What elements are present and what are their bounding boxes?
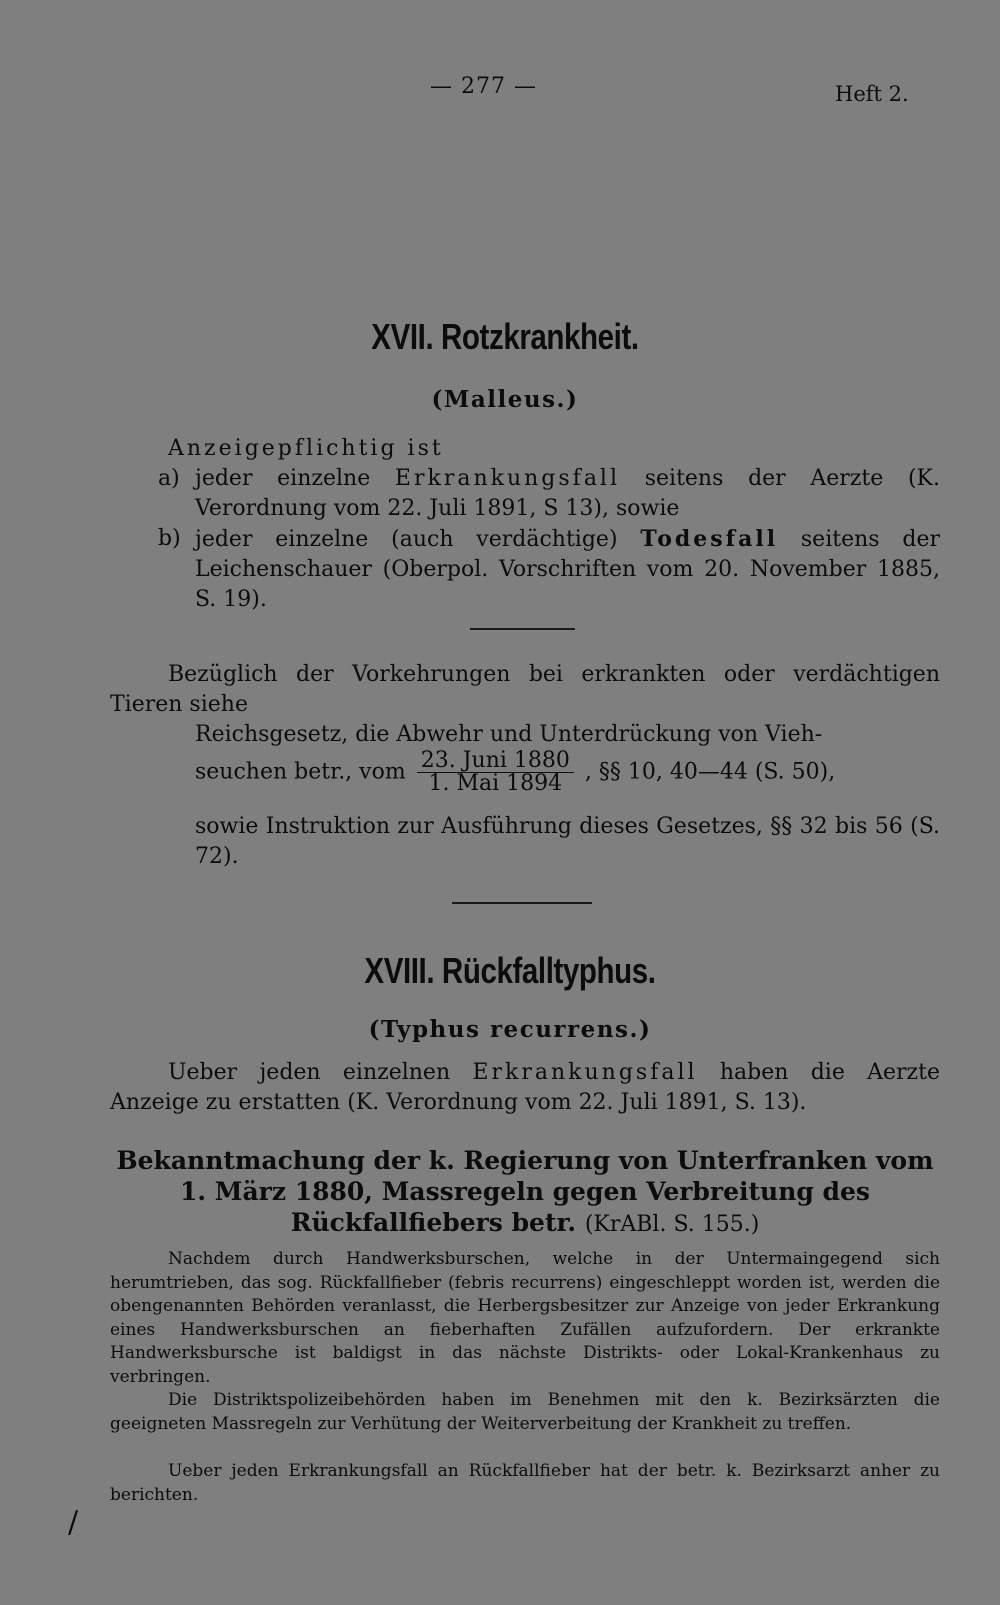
small-paragraph-3: Ueber jeden Erkrankungsfall an Rückfallfieber hat der betr. k. Bezirksarzt anher zu berichten. xyxy=(110,1461,940,1505)
divider xyxy=(452,902,592,904)
bekanntmachung-reference: (KrABl. S. 155.) xyxy=(584,1212,760,1237)
bekanntmachung-heading xyxy=(110,1145,940,1240)
section-17-para2-line2 xyxy=(195,750,955,795)
item-b-text xyxy=(195,524,940,615)
item-a-label: a) xyxy=(158,466,180,491)
para2-pre: seuchen betr., vom xyxy=(195,759,406,785)
section-17-para3: sowie Instruktion zur Ausführung dieses Gesetzes, §§ 32 bis 56 (S. 72). xyxy=(195,814,940,869)
section-17-title: XVII. Rotzkrankheit. xyxy=(371,316,639,357)
item-a-pre: jeder einzelne xyxy=(195,466,371,491)
section-17-para2-line1: Reichsgesetz, die Abwehr und Unterdrückung von Vieh- xyxy=(195,722,823,747)
section-17-intro: Anzeigepflichtig ist xyxy=(168,436,444,461)
para2-post: , §§ 10, 40—44 (S. 50), xyxy=(584,759,836,785)
section-18-para-pre: Ueber jeden einzelnen xyxy=(168,1060,451,1085)
heft-label: Heft 2. xyxy=(835,82,909,106)
page-number: — 277 — xyxy=(430,74,537,99)
item-b-label: b) xyxy=(158,526,181,551)
fraction-denominator: 1. Mai 1894 xyxy=(428,771,563,796)
item-a-spaced: Erkrankungsfall xyxy=(394,466,621,491)
item-a-post: seitens der Aerzte (K. Verordnung vom 22. Juli 1891, S 13), sowie xyxy=(195,466,940,521)
section-18-title: XVIII. Rückfalltyphus. xyxy=(364,950,656,991)
divider xyxy=(470,628,575,630)
date-fraction xyxy=(417,750,574,795)
fraction-numerator: 23. Juni 1880 xyxy=(417,750,574,773)
item-b-post: seitens der Leichenschauer (Oberpol. Vorschriften vom 20. November 1885, S. 19). xyxy=(195,527,940,612)
section-17-subtitle: (Malleus.) xyxy=(431,386,579,413)
section-18-subtitle: (Typhus recurrens.) xyxy=(368,1016,652,1043)
section-18-para-spaced: Erkrankungsfall xyxy=(472,1060,698,1085)
section-18-para xyxy=(110,1058,940,1118)
item-b-spaced: Todesfall xyxy=(640,526,779,552)
bekanntmachung-title: Bekanntmachung der k. Regierung von Unterfranken vom 1. März 1880, Massregeln gegen Verbreitung des Rückfallfiebers betr. xyxy=(116,1146,934,1237)
section-17-para1: Bezüglich der Vorkehrungen bei erkrankten oder verdächtigen Tieren siehe xyxy=(110,662,940,717)
section-18-para-post: haben die Aerzte Anzeige zu erstatten (K. Verordnung vom 22. Juli 1891, S. 13). xyxy=(110,1060,941,1115)
small-paragraph-2: Die Distriktspolizeibehörden haben im Benehmen mit den k. Bezirksärzten die geeigneten Massregeln zur Verhütung der Weiterverbeitung der Krankheit zu treffen. xyxy=(110,1390,940,1434)
item-b-pre: jeder einzelne (auch verdächtige) xyxy=(195,527,618,552)
small-paragraph-1: Nachdem durch Handwerksburschen, welche in der Untermaingegend sich herumtrieben, das sog. Rückfallfieber (febris recurrens) eingeschleppt worden ist, werden die obengenannten Behörden veranlasst, die Herbergsbesitzer zur Anzeige von jeder Erkrankung eines Handwerksburschen an fieberhaften Zufällen aufzufordern. Der erkrankte Handwerksbursche ist baldigst in das nächste Distrikts- oder Lokal-Krankenhaus zu verbringen. xyxy=(110,1249,940,1387)
item-a-text xyxy=(195,464,940,524)
margin-mark: / xyxy=(68,1505,79,1540)
